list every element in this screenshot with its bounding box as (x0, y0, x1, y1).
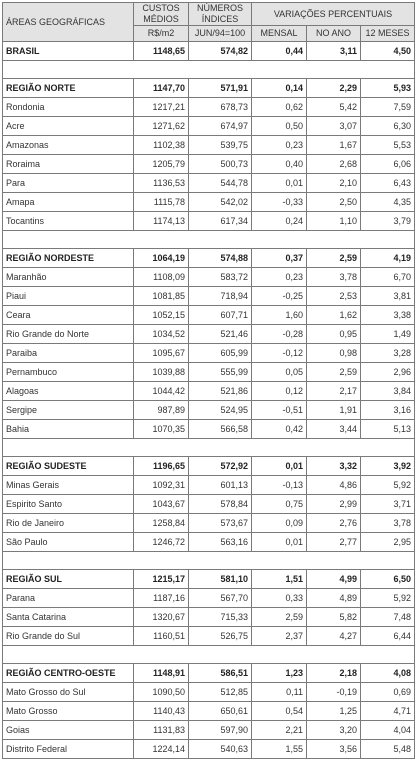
state-row (3, 476, 415, 495)
cell-numero-indice: 571,91 (189, 79, 252, 98)
state-row (3, 740, 415, 759)
cell-numero-indice: 574,88 (189, 249, 252, 268)
cell-area-name: Parana (3, 589, 134, 608)
cell-variacao-mensal: 0,50 (252, 117, 307, 136)
state-row (3, 193, 415, 212)
cell-area-name: Tocantins (3, 212, 134, 231)
state-row (3, 363, 415, 382)
cell-variacao-no-ano: 1,10 (307, 212, 361, 231)
cell-variacao-mensal: 0,11 (252, 683, 307, 702)
header-custos-line2: MÉDIOS (143, 14, 179, 24)
cell-variacao-no-ano: 1,62 (307, 306, 361, 325)
cell-variacao-mensal: -0,13 (252, 476, 307, 495)
cell-variacao-no-ano: 2,10 (307, 174, 361, 193)
spacer-cell (361, 552, 415, 570)
cell-variacao-12-meses: 3,78 (361, 514, 415, 533)
cell-area-name: Espirito Santo (3, 495, 134, 514)
cell-custo-medio: 1187,16 (134, 589, 189, 608)
state-row (3, 721, 415, 740)
cell-numero-indice: 526,75 (189, 627, 252, 646)
cell-variacao-mensal: 1,55 (252, 740, 307, 759)
cell-variacao-mensal: 0,01 (252, 457, 307, 476)
state-row (3, 174, 415, 193)
cell-variacao-12-meses: 6,43 (361, 174, 415, 193)
header-unit-custos: R$/m2 (134, 26, 189, 42)
cell-variacao-mensal: 0,75 (252, 495, 307, 514)
cell-custo-medio: 1148,91 (134, 664, 189, 683)
cell-area-name: Minas Gerais (3, 476, 134, 495)
cell-variacao-12-meses: 3,81 (361, 287, 415, 306)
cell-custo-medio: 1224,14 (134, 740, 189, 759)
cell-area-name: BRASIL (3, 42, 134, 61)
cell-variacao-12-meses: 6,44 (361, 627, 415, 646)
cell-variacao-12-meses: 6,06 (361, 155, 415, 174)
spacer-row (3, 552, 415, 570)
cell-area-name: REGIÃO SUDESTE (3, 457, 134, 476)
cell-custo-medio: 1064,19 (134, 249, 189, 268)
cell-variacao-no-ano: 4,86 (307, 476, 361, 495)
state-row (3, 155, 415, 174)
cell-variacao-no-ano: 1,91 (307, 401, 361, 420)
cell-variacao-12-meses: 5,92 (361, 476, 415, 495)
cell-variacao-no-ano: 2,59 (307, 249, 361, 268)
cost-index-table-container (2, 2, 414, 759)
header-numeros-line1: NÚMEROS (196, 3, 243, 13)
cell-variacao-12-meses: 5,53 (361, 136, 415, 155)
cell-custo-medio: 1039,88 (134, 363, 189, 382)
state-row (3, 382, 415, 401)
cell-numero-indice: 500,73 (189, 155, 252, 174)
cell-area-name: Ceara (3, 306, 134, 325)
spacer-cell (307, 552, 361, 570)
cell-custo-medio: 1258,84 (134, 514, 189, 533)
spacer-cell (134, 646, 189, 664)
cell-variacao-12-meses: 3,71 (361, 495, 415, 514)
cell-area-name: Amazonas (3, 136, 134, 155)
header-unit-indices: JUN/94=100 (189, 26, 252, 42)
cell-numero-indice: 578,84 (189, 495, 252, 514)
cell-variacao-no-ano: 3,32 (307, 457, 361, 476)
spacer-cell (307, 439, 361, 457)
cell-variacao-12-meses: 2,95 (361, 533, 415, 552)
cell-custo-medio: 1160,51 (134, 627, 189, 646)
cell-numero-indice: 573,67 (189, 514, 252, 533)
cell-numero-indice: 583,72 (189, 268, 252, 287)
state-row (3, 325, 415, 344)
spacer-cell (252, 439, 307, 457)
cell-variacao-no-ano: 5,42 (307, 98, 361, 117)
cell-area-name: Paraiba (3, 344, 134, 363)
cell-variacao-no-ano: 3,20 (307, 721, 361, 740)
cell-variacao-mensal: 0,14 (252, 79, 307, 98)
spacer-cell (134, 61, 189, 79)
header-areas: ÁREAS GEOGRÁFICAS (3, 3, 134, 42)
cell-variacao-no-ano: 0,95 (307, 325, 361, 344)
spacer-cell (134, 439, 189, 457)
cell-variacao-12-meses: 4,50 (361, 42, 415, 61)
cell-area-name: Piaui (3, 287, 134, 306)
spacer-cell (361, 61, 415, 79)
cell-variacao-mensal: 0,23 (252, 268, 307, 287)
cell-custo-medio: 1092,31 (134, 476, 189, 495)
cell-numero-indice: 542,02 (189, 193, 252, 212)
cell-variacao-mensal: 0,40 (252, 155, 307, 174)
spacer-cell (361, 231, 415, 249)
state-row (3, 268, 415, 287)
spacer-cell (189, 552, 252, 570)
cell-numero-indice: 563,16 (189, 533, 252, 552)
cell-variacao-12-meses: 7,59 (361, 98, 415, 117)
cell-variacao-12-meses: 5,48 (361, 740, 415, 759)
cell-variacao-no-ano: 2,18 (307, 664, 361, 683)
cell-variacao-mensal: 2,21 (252, 721, 307, 740)
cell-variacao-no-ano: 2,77 (307, 533, 361, 552)
spacer-cell (189, 646, 252, 664)
cell-custo-medio: 1052,15 (134, 306, 189, 325)
state-row (3, 344, 415, 363)
spacer-cell (307, 61, 361, 79)
cell-variacao-mensal: 0,33 (252, 589, 307, 608)
cell-custo-medio: 1043,67 (134, 495, 189, 514)
spacer-row (3, 439, 415, 457)
spacer-cell (307, 231, 361, 249)
state-row (3, 306, 415, 325)
header-numeros (189, 3, 252, 26)
cell-custo-medio: 1034,52 (134, 325, 189, 344)
cell-area-name: Mato Grosso do Sul (3, 683, 134, 702)
state-row (3, 702, 415, 721)
cell-variacao-mensal: 0,23 (252, 136, 307, 155)
cost-index-table (2, 2, 415, 759)
cell-variacao-12-meses: 4,35 (361, 193, 415, 212)
header-numeros-line2: ÍNDICES (201, 14, 239, 24)
cell-numero-indice: 540,63 (189, 740, 252, 759)
cell-numero-indice: 605,99 (189, 344, 252, 363)
region-total-row (3, 570, 415, 589)
cell-custo-medio: 1205,79 (134, 155, 189, 174)
cell-area-name: Roraima (3, 155, 134, 174)
cell-variacao-no-ano: 4,89 (307, 589, 361, 608)
cell-custo-medio: 987,89 (134, 401, 189, 420)
cell-numero-indice: 539,75 (189, 136, 252, 155)
cell-variacao-no-ano: 0,98 (307, 344, 361, 363)
region-total-row (3, 664, 415, 683)
cell-numero-indice: 512,85 (189, 683, 252, 702)
cell-custo-medio: 1108,09 (134, 268, 189, 287)
cell-area-name: Santa Catarina (3, 608, 134, 627)
cell-variacao-no-ano: 3,44 (307, 420, 361, 439)
cell-area-name: Alagoas (3, 382, 134, 401)
cell-variacao-no-ano: 4,27 (307, 627, 361, 646)
cell-variacao-12-meses: 2,96 (361, 363, 415, 382)
cell-variacao-mensal: 0,44 (252, 42, 307, 61)
state-row (3, 401, 415, 420)
spacer-cell (3, 552, 134, 570)
table-body (3, 42, 415, 759)
cell-custo-medio: 1090,50 (134, 683, 189, 702)
cell-variacao-mensal: 0,42 (252, 420, 307, 439)
cell-custo-medio: 1115,78 (134, 193, 189, 212)
cell-numero-indice: 674,97 (189, 117, 252, 136)
cell-variacao-no-ano: 2,50 (307, 193, 361, 212)
cell-variacao-mensal: 0,62 (252, 98, 307, 117)
cell-custo-medio: 1136,53 (134, 174, 189, 193)
cell-numero-indice: 715,33 (189, 608, 252, 627)
spacer-cell (252, 231, 307, 249)
cell-custo-medio: 1131,83 (134, 721, 189, 740)
cell-custo-medio: 1147,70 (134, 79, 189, 98)
cell-numero-indice: 521,86 (189, 382, 252, 401)
spacer-cell (3, 646, 134, 664)
cell-variacao-mensal: -0,51 (252, 401, 307, 420)
cell-area-name: REGIÃO SUL (3, 570, 134, 589)
state-row (3, 136, 415, 155)
cell-numero-indice: 597,90 (189, 721, 252, 740)
table-header (3, 3, 415, 42)
cell-variacao-12-meses: 3,84 (361, 382, 415, 401)
state-row (3, 627, 415, 646)
spacer-cell (252, 552, 307, 570)
spacer-cell (134, 231, 189, 249)
cell-custo-medio: 1196,65 (134, 457, 189, 476)
cell-numero-indice: 521,46 (189, 325, 252, 344)
cell-variacao-12-meses: 5,13 (361, 420, 415, 439)
cell-variacao-12-meses: 6,70 (361, 268, 415, 287)
cell-variacao-no-ano: 1,67 (307, 136, 361, 155)
spacer-cell (252, 646, 307, 664)
cell-variacao-12-meses: 1,49 (361, 325, 415, 344)
cell-variacao-mensal: 0,01 (252, 533, 307, 552)
cell-area-name: Distrito Federal (3, 740, 134, 759)
cell-variacao-mensal: 1,60 (252, 306, 307, 325)
cell-variacao-12-meses: 4,71 (361, 702, 415, 721)
cell-numero-indice: 601,13 (189, 476, 252, 495)
cell-custo-medio: 1174,13 (134, 212, 189, 231)
region-total-row (3, 457, 415, 476)
cell-area-name: REGIÃO NORDESTE (3, 249, 134, 268)
state-row (3, 420, 415, 439)
cell-area-name: Maranhão (3, 268, 134, 287)
cell-area-name: REGIÃO CENTRO-OESTE (3, 664, 134, 683)
cell-variacao-12-meses: 7,48 (361, 608, 415, 627)
cell-numero-indice: 544,78 (189, 174, 252, 193)
cell-area-name: Rio Grande do Norte (3, 325, 134, 344)
spacer-cell (307, 646, 361, 664)
cell-custo-medio: 1102,38 (134, 136, 189, 155)
state-row (3, 287, 415, 306)
cell-custo-medio: 1148,65 (134, 42, 189, 61)
spacer-cell (361, 646, 415, 664)
cell-variacao-no-ano: -0,19 (307, 683, 361, 702)
header-custos (134, 3, 189, 26)
cell-custo-medio: 1095,67 (134, 344, 189, 363)
state-row (3, 683, 415, 702)
cell-numero-indice: 718,94 (189, 287, 252, 306)
state-row (3, 514, 415, 533)
cell-variacao-no-ano: 1,25 (307, 702, 361, 721)
cell-variacao-mensal: 1,23 (252, 664, 307, 683)
cell-variacao-no-ano: 3,07 (307, 117, 361, 136)
cell-variacao-no-ano: 3,78 (307, 268, 361, 287)
cell-area-name: Mato Grosso (3, 702, 134, 721)
cell-area-name: Sergipe (3, 401, 134, 420)
cell-variacao-mensal: 0,01 (252, 174, 307, 193)
cell-numero-indice: 574,82 (189, 42, 252, 61)
cell-area-name: Bahia (3, 420, 134, 439)
spacer-row (3, 646, 415, 664)
state-row (3, 98, 415, 117)
cell-area-name: Rondonia (3, 98, 134, 117)
header-doze-meses: 12 MESES (361, 26, 415, 42)
header-variacoes: VARIAÇÕES PERCENTUAIS (252, 3, 415, 26)
cell-numero-indice: 586,51 (189, 664, 252, 683)
header-no-ano: NO ANO (307, 26, 361, 42)
spacer-cell (3, 439, 134, 457)
cell-area-name: Para (3, 174, 134, 193)
cell-variacao-no-ano: 5,82 (307, 608, 361, 627)
cell-area-name: Rio de Janeiro (3, 514, 134, 533)
cell-variacao-mensal: -0,28 (252, 325, 307, 344)
cell-area-name: Pernambuco (3, 363, 134, 382)
cell-variacao-12-meses: 6,50 (361, 570, 415, 589)
spacer-row (3, 231, 415, 249)
cell-variacao-no-ano: 2,99 (307, 495, 361, 514)
state-row (3, 495, 415, 514)
cell-custo-medio: 1044,42 (134, 382, 189, 401)
spacer-cell (189, 439, 252, 457)
state-row (3, 533, 415, 552)
cell-variacao-12-meses: 4,19 (361, 249, 415, 268)
spacer-cell (361, 439, 415, 457)
cell-variacao-no-ano: 2,68 (307, 155, 361, 174)
cell-custo-medio: 1271,62 (134, 117, 189, 136)
cell-custo-medio: 1246,72 (134, 533, 189, 552)
header-custos-line1: CUSTOS (142, 3, 180, 13)
cell-variacao-no-ano: 2,59 (307, 363, 361, 382)
cell-variacao-no-ano: 2,17 (307, 382, 361, 401)
cell-variacao-no-ano: 2,76 (307, 514, 361, 533)
cell-custo-medio: 1217,21 (134, 98, 189, 117)
spacer-cell (134, 552, 189, 570)
cell-variacao-12-meses: 5,92 (361, 589, 415, 608)
cell-area-name: Acre (3, 117, 134, 136)
state-row (3, 212, 415, 231)
cell-variacao-mensal: 0,37 (252, 249, 307, 268)
spacer-cell (3, 231, 134, 249)
header-mensal: MENSAL (252, 26, 307, 42)
cell-variacao-mensal: -0,25 (252, 287, 307, 306)
cell-variacao-12-meses: 4,04 (361, 721, 415, 740)
cell-area-name: REGIÃO NORTE (3, 79, 134, 98)
brasil-total-row (3, 42, 415, 61)
spacer-cell (189, 61, 252, 79)
cell-variacao-mensal: 2,37 (252, 627, 307, 646)
cell-variacao-no-ano: 3,11 (307, 42, 361, 61)
cell-numero-indice: 607,71 (189, 306, 252, 325)
cell-variacao-mensal: 0,05 (252, 363, 307, 382)
region-total-row (3, 79, 415, 98)
cell-variacao-12-meses: 3,92 (361, 457, 415, 476)
cell-numero-indice: 567,70 (189, 589, 252, 608)
cell-variacao-12-meses: 0,69 (361, 683, 415, 702)
cell-variacao-mensal: 0,09 (252, 514, 307, 533)
cell-numero-indice: 555,99 (189, 363, 252, 382)
cell-numero-indice: 678,73 (189, 98, 252, 117)
cell-variacao-mensal: 1,51 (252, 570, 307, 589)
cell-variacao-mensal: -0,33 (252, 193, 307, 212)
spacer-cell (252, 61, 307, 79)
cell-numero-indice: 572,92 (189, 457, 252, 476)
cell-variacao-no-ano: 2,29 (307, 79, 361, 98)
cell-numero-indice: 650,61 (189, 702, 252, 721)
cell-variacao-mensal: 0,54 (252, 702, 307, 721)
cell-variacao-no-ano: 4,99 (307, 570, 361, 589)
cell-custo-medio: 1081,85 (134, 287, 189, 306)
cell-numero-indice: 566,58 (189, 420, 252, 439)
cell-custo-medio: 1215,17 (134, 570, 189, 589)
cell-variacao-12-meses: 4,08 (361, 664, 415, 683)
cell-variacao-12-meses: 3,38 (361, 306, 415, 325)
cell-area-name: Goias (3, 721, 134, 740)
cell-custo-medio: 1140,43 (134, 702, 189, 721)
cell-area-name: Amapa (3, 193, 134, 212)
spacer-cell (189, 231, 252, 249)
region-total-row (3, 249, 415, 268)
cell-custo-medio: 1320,67 (134, 608, 189, 627)
cell-custo-medio: 1070,35 (134, 420, 189, 439)
spacer-cell (3, 61, 134, 79)
cell-variacao-12-meses: 3,28 (361, 344, 415, 363)
state-row (3, 608, 415, 627)
cell-variacao-12-meses: 3,16 (361, 401, 415, 420)
cell-variacao-mensal: 0,12 (252, 382, 307, 401)
cell-variacao-no-ano: 3,56 (307, 740, 361, 759)
cell-area-name: Rio Grande do Sul (3, 627, 134, 646)
cell-variacao-12-meses: 3,79 (361, 212, 415, 231)
cell-area-name: São Paulo (3, 533, 134, 552)
cell-variacao-12-meses: 6,30 (361, 117, 415, 136)
cell-variacao-mensal: 2,59 (252, 608, 307, 627)
cell-variacao-mensal: -0,12 (252, 344, 307, 363)
cell-numero-indice: 524,95 (189, 401, 252, 420)
cell-numero-indice: 581,10 (189, 570, 252, 589)
state-row (3, 117, 415, 136)
cell-numero-indice: 617,34 (189, 212, 252, 231)
cell-variacao-mensal: 0,24 (252, 212, 307, 231)
spacer-row (3, 61, 415, 79)
cell-variacao-no-ano: 2,53 (307, 287, 361, 306)
state-row (3, 589, 415, 608)
cell-variacao-12-meses: 5,93 (361, 79, 415, 98)
